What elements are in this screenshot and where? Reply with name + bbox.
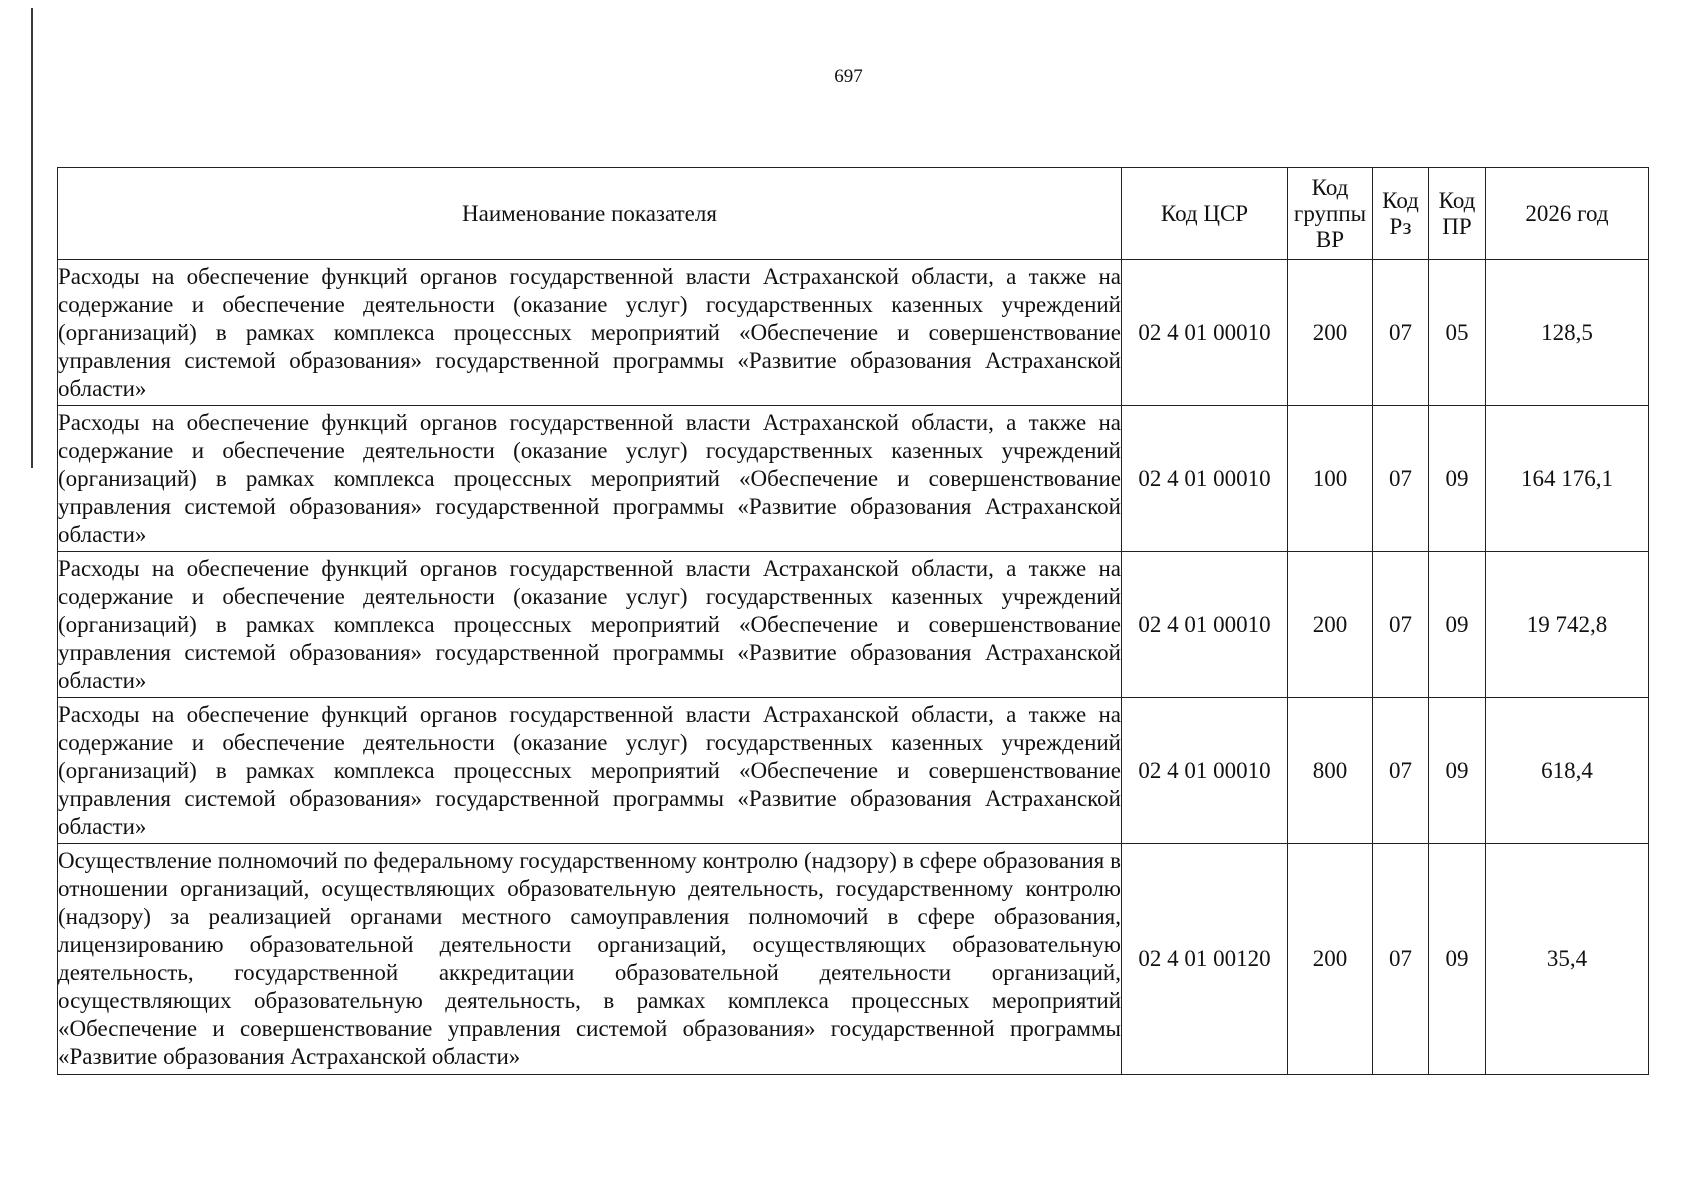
row-csr: 02 4 01 00010 (1122, 406, 1288, 552)
table-row (58, 698, 1649, 844)
row-rz: 07 (1373, 552, 1429, 698)
table-header-row (58, 168, 1649, 260)
row-name: Осуществление полномочий по федеральному государственному контролю (надзору) в сфере образования в отношении организаций, осуществляющих образовательную деятельность, государственному контролю (надзору) за реализацией органами местного самоуправления полномочий в сфере образования, лицензированию образовательной деятельности организаций, осуществляющих образовательную деятельность, государственной аккредитации образовательной деятельности организаций, осуществляющих образовательную деятельность, в рамках комплекса процессных мероприятий «Обеспечение и совершенствование управления системой образования» государственной программы «Развитие образования Астраханской области» (58, 844, 1122, 1075)
row-csr: 02 4 01 00010 (1122, 552, 1288, 698)
row-amount: 164 176,1 (1486, 406, 1649, 552)
row-pr: 09 (1429, 698, 1486, 844)
table-row (58, 552, 1649, 698)
header-year: 2026 год (1486, 168, 1649, 260)
row-pr: 09 (1429, 406, 1486, 552)
row-name: Расходы на обеспечение функций органов государственной власти Астраханской области, а также на содержание и обеспечение деятельности (оказание услуг) государственных казенных учреждений (организаций) в рамках комплекса процессных мероприятий «Обеспечение и совершенствование управления системой образования» государственной программы «Развитие образования Астраханской области» (58, 406, 1122, 552)
row-vr: 200 (1288, 844, 1373, 1075)
table-row (58, 406, 1649, 552)
row-vr: 800 (1288, 698, 1373, 844)
header-vr: Код группы ВР (1288, 168, 1373, 260)
table-row (58, 260, 1649, 406)
header-rz: Код Рз (1373, 168, 1429, 260)
row-vr: 200 (1288, 260, 1373, 406)
row-amount: 128,5 (1486, 260, 1649, 406)
row-csr: 02 4 01 00010 (1122, 260, 1288, 406)
page-number: 697 (834, 66, 863, 87)
row-rz: 07 (1373, 844, 1429, 1075)
row-vr: 100 (1288, 406, 1373, 552)
row-pr: 09 (1429, 844, 1486, 1075)
table-row (58, 844, 1649, 1075)
row-vr: 200 (1288, 552, 1373, 698)
row-rz: 07 (1373, 260, 1429, 406)
row-amount: 618,4 (1486, 698, 1649, 844)
row-amount: 19 742,8 (1486, 552, 1649, 698)
row-csr: 02 4 01 00120 (1122, 844, 1288, 1075)
row-pr: 05 (1429, 260, 1486, 406)
row-name: Расходы на обеспечение функций органов государственной власти Астраханской области, а также на содержание и обеспечение деятельности (оказание услуг) государственных казенных учреждений (организаций) в рамках комплекса процессных мероприятий «Обеспечение и совершенствование управления системой образования» государственной программы «Развитие образования Астраханской области» (58, 552, 1122, 698)
header-name: Наименование показателя (58, 168, 1122, 260)
row-name: Расходы на обеспечение функций органов государственной власти Астраханской области, а также на содержание и обеспечение деятельности (оказание услуг) государственных казенных учреждений (организаций) в рамках комплекса процессных мероприятий «Обеспечение и совершенствование управления системой образования» государственной программы «Развитие образования Астраханской области» (58, 260, 1122, 406)
row-name: Расходы на обеспечение функций органов государственной власти Астраханской области, а также на содержание и обеспечение деятельности (оказание услуг) государственных казенных учреждений (организаций) в рамках комплекса процессных мероприятий «Обеспечение и совершенствование управления системой образования» государственной программы «Развитие образования Астраханской области» (58, 698, 1122, 844)
row-csr: 02 4 01 00010 (1122, 698, 1288, 844)
row-amount: 35,4 (1486, 844, 1649, 1075)
budget-table (57, 167, 1649, 1075)
header-pr: Код ПР (1429, 168, 1486, 260)
header-csr: Код ЦСР (1122, 168, 1288, 260)
row-rz: 07 (1373, 698, 1429, 844)
row-rz: 07 (1373, 406, 1429, 552)
row-pr: 09 (1429, 552, 1486, 698)
